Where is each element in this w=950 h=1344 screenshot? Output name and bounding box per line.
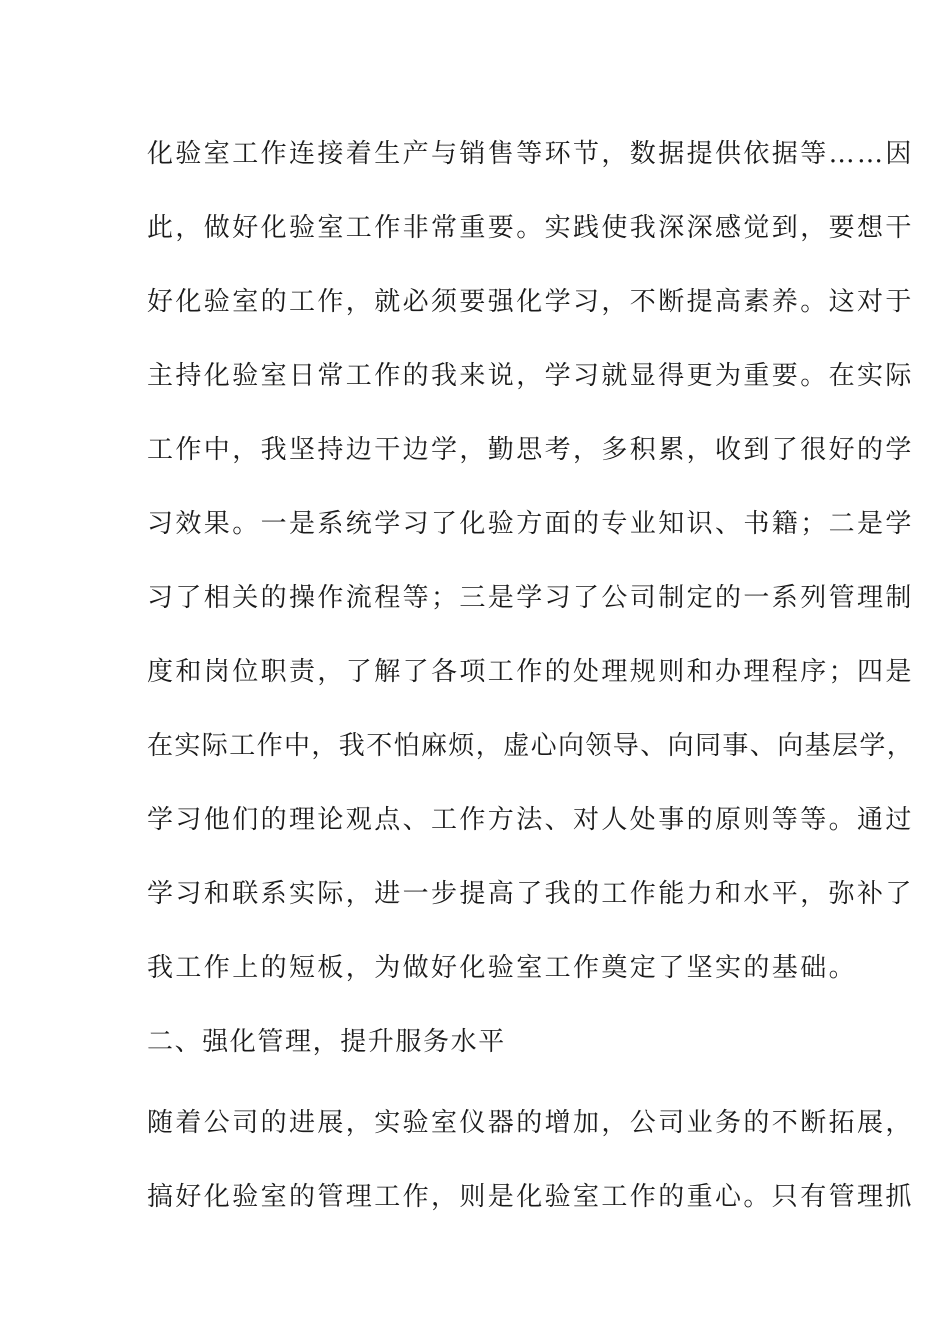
paragraph-line: 学习和联系实际，进一步提高了我的工作能力和水平，弥补了 — [147, 879, 914, 909]
paragraph-line: 主持化验室日常工作的我来说，学习就显得更为重要。在实际 — [147, 361, 914, 391]
paragraph-line: 化验室工作连接着生产与销售等环节，数据提供依据等……因 — [147, 139, 914, 169]
paragraph-line: 搞好化验室的管理工作，则是化验室工作的重心。只有管理抓 — [147, 1182, 914, 1212]
paragraph-line: 随着公司的进展，实验室仪器的增加，公司业务的不断拓展， — [147, 1108, 914, 1138]
paragraph-line: 此，做好化验室工作非常重要。实践使我深深感觉到，要想干 — [147, 213, 914, 243]
paragraph-line: 习了相关的操作流程等；三是学习了公司制定的一系列管理制 — [147, 583, 914, 613]
paragraph-line: 学习他们的理论观点、工作方法、对人处事的原则等等。通过 — [147, 805, 914, 835]
paragraph-line: 在实际工作中，我不怕麻烦，虚心向领导、向同事、向基层学， — [147, 731, 915, 761]
paragraph-line: 度和岗位职责，了解了各项工作的处理规则和办理程序；四是 — [147, 657, 914, 687]
paragraph-line: 工作中，我坚持边干边学，勤思考，多积累，收到了很好的学 — [147, 435, 914, 465]
paragraph-line: 好化验室的工作，就必须要强化学习，不断提高素养。这对于 — [147, 287, 914, 317]
paragraph-line: 我工作上的短板，为做好化验室工作奠定了坚实的基础。 — [147, 953, 858, 983]
section-heading: 二、强化管理，提升服务水平 — [147, 1027, 506, 1057]
paragraph-line: 习效果。一是系统学习了化验方面的专业知识、书籍；二是学 — [147, 509, 914, 539]
